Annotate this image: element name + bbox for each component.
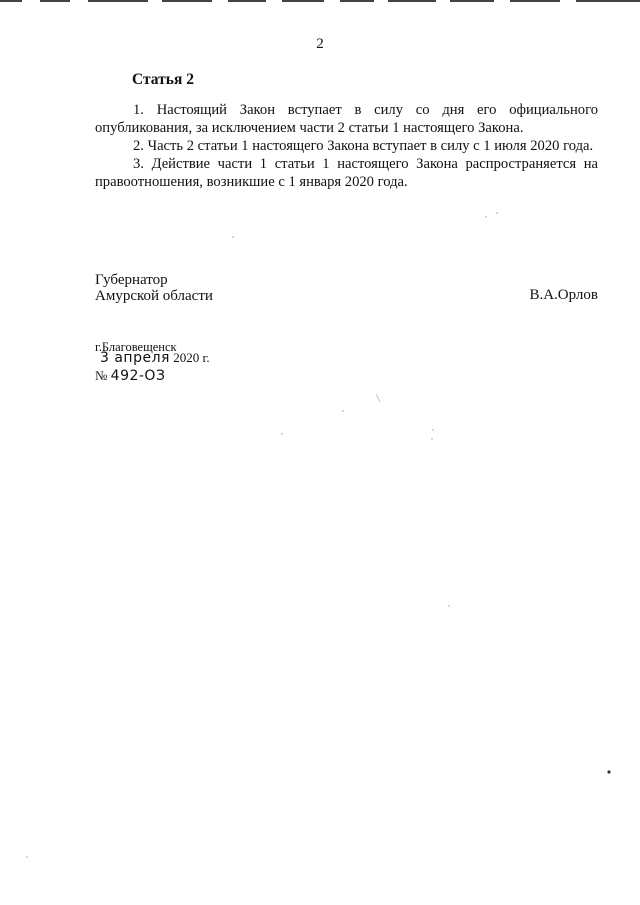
position-line-1: Губернатор <box>95 272 168 288</box>
page-number: 2 <box>316 36 324 52</box>
handwritten-number: 492-ОЗ <box>110 368 166 384</box>
enactment-city: г.Благовещенск <box>95 340 177 354</box>
paragraph-3: 3. Действие части 1 статьи 1 настоящего Закона распространяется на правоотношения, возникшие с 1 января 2020 года. <box>95 156 598 190</box>
paragraph-1: 1. Настоящий Закон вступает в силу со дня его официального опубликования, за исключением части 2 статьи 1 настоящего Закона. <box>95 102 598 136</box>
position-line-2: Амурской области <box>95 287 213 304</box>
signatory-name: В.А.Орлов <box>529 287 598 303</box>
article-title: Статья 2 <box>132 71 194 88</box>
number-sign: № <box>95 368 108 383</box>
enactment-year: 2020 г. <box>173 350 210 365</box>
paragraph-2: 2. Часть 2 статьи 1 настоящего Закона вступает в силу с 1 июля 2020 года. <box>133 138 594 154</box>
handwritten-date: 3 апреля <box>100 350 170 366</box>
